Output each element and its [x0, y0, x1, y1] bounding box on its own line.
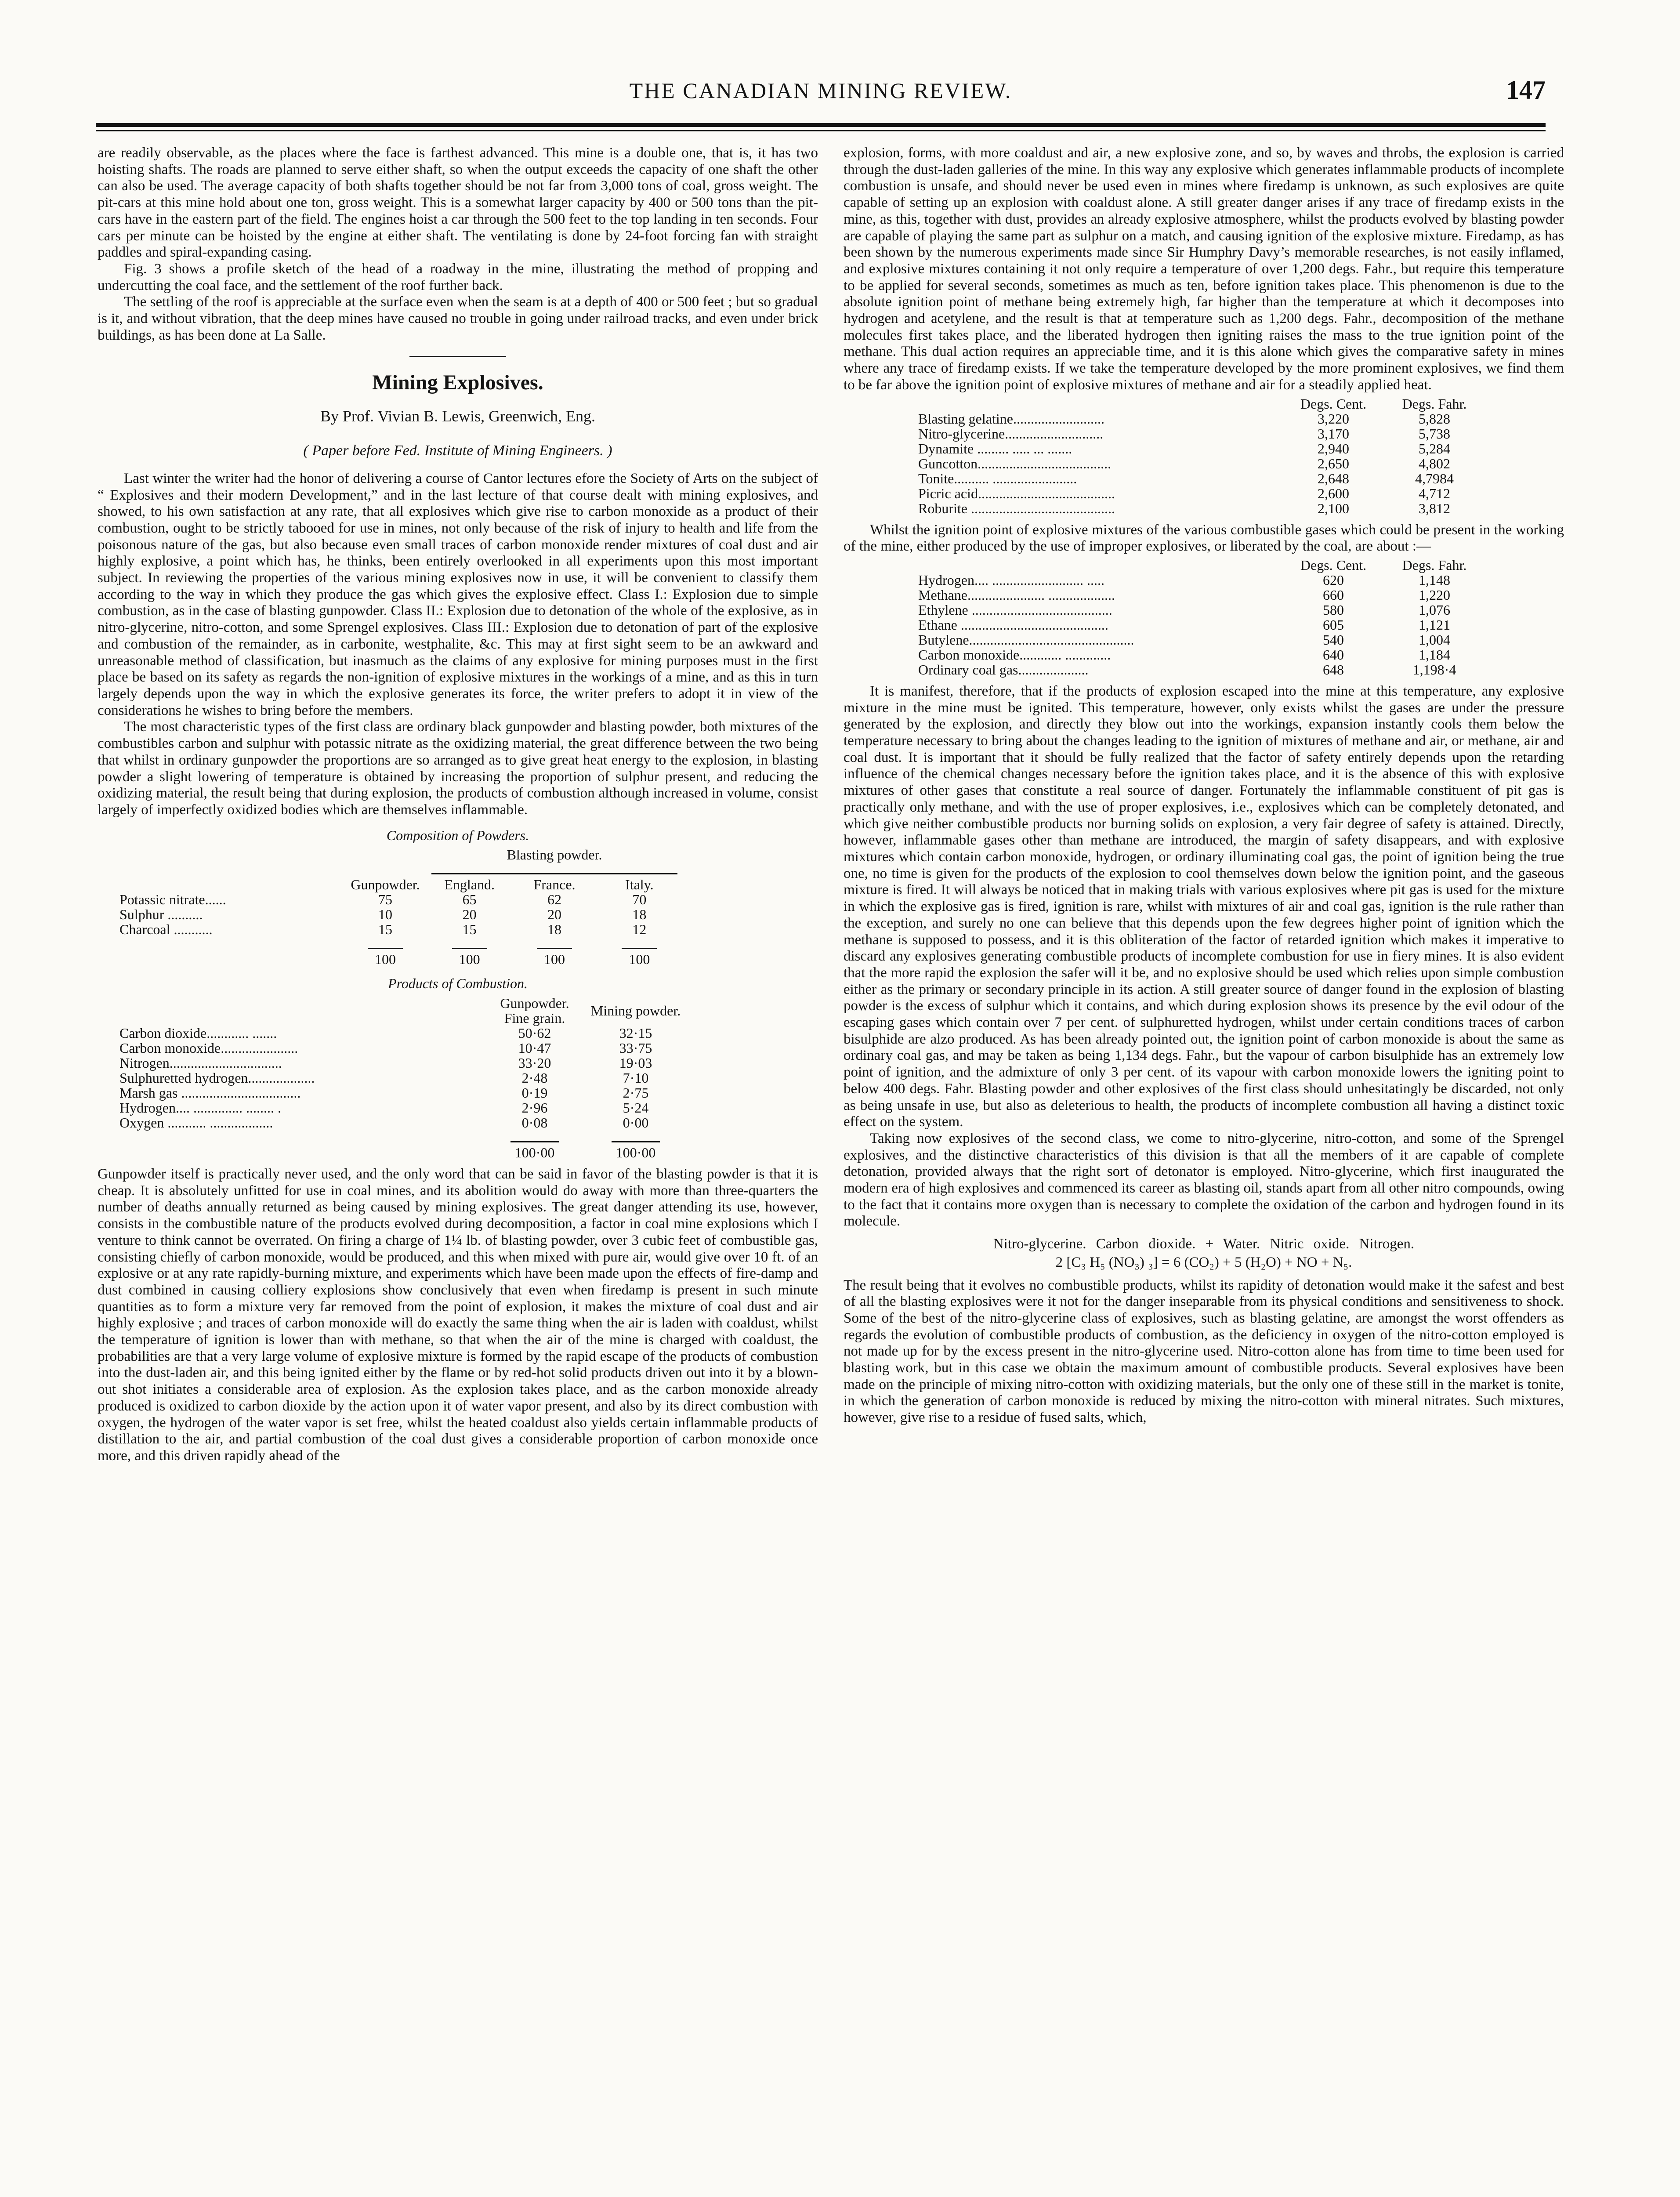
table-caption: Composition of Powders. — [386, 827, 529, 843]
paragraph: Taking now explosives of the second class, we come to nitro-glycerine, nitro-cotton, and some of the Sprengel explosives, and the distinctive characteristics of this division is that all the members of it are capable of complete detonation, provided always that the right sort of detonator is employed. Nitro-glycerine, which first inaugurated the modern era of high explosives and commenced its career as blasting oil, stands apart from all other nitro compounds, owing to the fact that it contains more oxygen than is necessary to complete the oxidation of the carbon and hydrogen found in its molecule. — [844, 1130, 1564, 1229]
table-row: Guncotton...................................... 2,650 4,802 — [918, 455, 1450, 471]
column-header: Gunpowder. Fine grain. — [500, 995, 569, 1026]
column-header: Degs. Cent. — [1300, 557, 1367, 573]
header-rule-thin — [96, 130, 1546, 131]
paragraph: The settling of the roof is appreciable at the surface even when the seam is at a depth of 400 or 500 feet ; but so gradual is it, and without vibration, that the deep mines have caused no trouble in going under railroad tracks, and even under brick buildings, as has been done at La Salle. — [98, 294, 818, 343]
table-row: Oxygen ........... .................. 0·08 0·00 — [119, 1115, 649, 1131]
powders-table — [115, 847, 682, 967]
header-rule — [96, 123, 1546, 127]
table-row: Ethane .......................................... 605 1,121 — [918, 616, 1450, 633]
column-header: Italy. — [625, 877, 654, 893]
table-row: Hydrogen.... .......................... ..... 620 1,148 — [918, 572, 1450, 588]
table-row: Butylene............................................... 540 1,004 — [918, 631, 1450, 648]
byline: By Prof. Vivian B. Lewis, Greenwich, Eng. — [320, 407, 596, 425]
temperature-table — [914, 396, 1485, 516]
table-total-row: 100·00 100·00 — [514, 1145, 656, 1161]
table-row: Carbon monoxide............ ............. 640 1,184 — [918, 646, 1450, 663]
column-header: England. — [444, 877, 495, 893]
table-row: Nitro-glycerine............................ 3,170 5,738 — [918, 425, 1450, 442]
left-column — [98, 145, 818, 1465]
paragraph: The most characteristic types of the first class are ordinary black gunpowder and blasting powder, both mixtures of the combustibles carbon and sulphur with potassic nitrate as the oxidizing material, the great difference between the two being that whilst in ordinary gunpowder the proportions are so arranged as to give great heat energy to the explosion, in blasting powder a slight lowering of temperature is obtained by increasing the proportion of sulphur present, and reducing the oxidizing material, the result being that during explosion, the products of combustion although increased in volume, consist largely of imperfectly oxidized bodies which are themselves inflammable. — [98, 719, 818, 818]
rule-row — [115, 937, 682, 952]
table-row: Picric acid....................................... 2,600 4,712 — [918, 485, 1450, 501]
table-row: Nitrogen................................ 33·20 19·03 — [119, 1055, 652, 1071]
paragraph: Fig. 3 shows a profile sketch of the head of a roadway in the mine, illustrating the method of propping and undercutting the coal face, and the settlement of the roof further back. — [98, 261, 818, 294]
paragraph: It is manifest, therefore, that if the products of explosion escaped into the mine at this temperature, any explosive mixture in the mine must be ignited. This temperature, however, only exists whilst the gases are under the pressure generated by the explosion, and directly they blow out into the workings, expansion instantly cools them below the temperature necessary to bring about the changes leading to the ignition of mixtures of methane and air, or methane, air and coal dust. It is important that it should be fully realized that the factor of safety entirely depends upon the retarding influence of the chemical changes necessary before the ignition takes place, and it is the absence of this with explosive mixtures of other gases that constitute a real source of danger. Fortunately the inflammable constituent of pit gas is practically only methane, and with the use of proper explosives, i.e., explosives which can be completely detonated, and which give neither combustible products nor burning solids on explosion, a very fair degree of safety is attained. Directly, however, inflammable gases other than methane are introduced, the margin of safety disappears, and with explosive mixtures which contain carbon monoxide, hydrogen, or ordinary illuminating coal gas, the point of ignition being the true one, no time is given for the products of the explosion to cool themselves down below the ignition point, and the gaseous mixture is fired. It will always be noticed that in making trials with various explosives where pit gas is used for the mixture in which the explosive gas is fired, ignition is rare, whilst with mixtures of air and coal gas, ignition is the rule rather than the exception, and surely no one can believe that this depends upon the few degrees higher point of ignition which the methane is supposed to possess, and it is this obliteration of the factor of retarded ignition which makes it imperative to discard any explosives generating combustible products of incomplete combustion for use in fiery mines. It is also evident that the more rapid the explosion the safer will it be, and no explosive should be used which relies upon simple combustion either as the primary or secondary principle in its action. A still greater source of danger found in the explosion of blasting powder is the excess of sulphur which it contains, and which during explosion shows its presence by the evil odour of the escaping gases which contain over 7 per cent. of sulphuretted hydrogen, whilst under certain conditions traces of carbon bisulphide are alzo produced. As has been already pointed out, the ignition point of carbon monoxide is about the same as ordinary coal gas, and may be taken as being 1,134 degs. Fahr., but the vapour of carbon bisulphide has an extremely low point of ignition, and the admixture of only 3 per cent. of its vapour with carbon monoxide lowers the igniting point to below 400 degs. Fahr. Blasting powder and other explosives of the first class should unhesitatingly be discarded, not only as being unsafe in use, but also as deleterious to health, the products of incomplete combustion all having a distinct toxic effect on the system. — [844, 683, 1564, 1130]
table-row: Carbon monoxide...................... 10·47 33·75 — [119, 1040, 652, 1056]
rule-row — [115, 1130, 686, 1145]
paragraph: Gunpowder itself is practically never used, and the only word that can be said in favor of the blasting powder is that it is cheap. It is absolutely unfitted for use in coal mines, and its abolition would do away with more than three-quarters the number of deaths annually returned as being caused by mining explosives. The great danger attending its use, however, consists in the combustible nature of the products evolved during decomposition, a factor in coal mine explosions which I venture to think cannot be overrated. On firing a charge of 1¼ lb. of blasting powder, over 3 cubic feet of combustible gas, consisting chiefly of carbon monoxide, would be produced, and this when mixed with pure air, would give over 10 ft. of an explosive or at any rate rapidly-burning mixture, and experiments which have been made upon the effects of fire-damp and dust combined in causing colliery explosions show conclusively that even when firedamp is present in such minute quantities as to form a mixture very far removed from the point of explosion, it makes the mixture of coal dust and air highly explosive ; and traces of carbon monoxide will do exactly the same thing when the air is laden with coaldust, whilst the temperature of ignition is lower than with methane, so that when the air of the mine is charged with coaldust, the probabilities are that a very large volume of explosive mixture is formed by the rapid escape of the products of combustion into the dust-laden air, and this being ignited either by the flame or by red-hot solid products driven out into it by a blown-out shot initiates a considerable area of explosion. As the explosion takes place, and as the carbon monoxide already produced is oxidized to carbon dioxide by the action upon it of water vapor present, and also by its direct combustion with oxygen, the hydrogen of the water vapor is set free, whilst the heated coaldust also yields certain inflammable products of distillation to the air, and partial combustion of the coal dust gives a considerable proportion of carbon monoxide once more, and this driven rapidly ahead of the — [98, 1166, 818, 1464]
combustion-table — [115, 996, 686, 1160]
ignition-table — [914, 558, 1485, 677]
journal-title: THE CANADIAN MINING REVIEW. — [629, 78, 1012, 103]
blasting-powder-header: Blasting powder. — [507, 847, 602, 863]
table-row: Hydrogen.... .............. ........ . 2·96 5·24 — [119, 1100, 649, 1116]
table-row: Tonite.......... ........................ 2,648 4,7984 — [918, 470, 1454, 486]
paragraph: Whilst the ignition point of explosive mixtures of the various combustible gases which could be present in the working of the mine, either produced by the use of improper explosives, or liberated by the coal, are about :— — [844, 522, 1564, 555]
table-row: Sulphur .......... 10 20 20 18 — [119, 906, 647, 923]
paper-note: ( Paper before Fed. Institute of Mining Engineers. ) — [303, 442, 612, 459]
column-header: Mining powder. — [590, 1003, 681, 1019]
table-row: Blasting gelatine.......................... 3,220 5,828 — [918, 410, 1450, 427]
paragraph: Last winter the writer had the honor of delivering a course of Cantor lectures efore the Society of Arts on the subject of “ Explosives and their modern Development,” and in the last lecture of that course dealt with mining explosives, and showed, to his own satisfaction at any rate, that all explosives which give rise to carbon monoxide as a product of their combustion, ought to be strictly tabooed for use in mines, not only because of the risk of injury to health and life from the poisonous nature of the gas, but also because even small traces of carbon monoxide render mixtures of coal dust and air highly explosive, a point which has, he thinks, been entirely overlooked in all experiments upon this most important subject. In reviewing the properties of the various mining explosives now in use, it will be convenient to classify them according to the way in which they produce the gas which gives the explosive effect. Class I.: Explosion due to simple combustion, as in the case of blasting gunpowder. Class II.: Explosion due to detonation of the whole of the explosive, as in nitro-glycerine, nitro-cotton, and some Sprengel explosives. Class III.: Explosion due to detonation of part of the explosive and combustion of the remainder, as in carbonite, westphalite, &c. This may at first sight seem to be an awkward and unreasonable method of classification, but inasmuch as the claims of any explosive for mining purposes must in the first place be based on its safety as regards the non-ignition of explosive mixtures in the workings of a mine, and as this in turn largely depends upon the way in which the explosive generates its force, the writer prefers to adopt it in view of the considerations he wishes to bring before the members. — [98, 470, 818, 718]
right-column — [844, 145, 1564, 1426]
table-row: Dynamite ......... ..... ... ....... 2,940 5,284 — [918, 440, 1450, 457]
table-row: Charcoal ........... 15 15 18 12 — [119, 921, 647, 938]
article-title: Mining Explosives. — [372, 371, 543, 395]
paragraph: are readily observable, as the places where the face is farthest advanced. This mine is a double one, that is, it has two hoisting shafts. The roads are planned to serve either shaft, so when the output exceeds the capacity of one shaft the other can also be used. The average capacity of both shafts together should be not far from 3,000 tons of coal, gross weight. The pit-cars at this mine hold about one ton, gross weight. This is a somewhat larger capacity by 400 or 500 tons than the pit-cars have in the eastern part of the field. The engines hoist a car through the 500 feet to the top landing in ten seconds. Four cars per minute can be hoisted by the engine at either shaft. The ventilating is done by 24-foot forcing fan with straight paddles and spiral-expanding casing. — [98, 145, 818, 261]
column-header: France. — [533, 877, 576, 893]
table-total-row: 100 100 100 100 — [375, 951, 650, 968]
table-row: Methane...................... ................... 660 1,220 — [918, 587, 1450, 603]
table-row: Potassic nitrate...... 75 65 62 70 — [119, 892, 647, 908]
page-header — [96, 73, 1546, 121]
table-row: Ethylene ........................................ 580 1,076 — [918, 602, 1450, 618]
table-row: Roburite ......................................... 2,100 3,812 — [918, 500, 1450, 516]
column-header: Degs. Fahr. — [1402, 557, 1467, 573]
table-row: Sulphuretted hydrogen................... 2·48 7·10 — [119, 1070, 649, 1086]
section-divider — [409, 356, 506, 357]
table-row: Carbon dioxide............ ....... 50·62 32·15 — [119, 1025, 652, 1041]
equation-labels: Nitro-glycerine. Carbon dioxide. + Water. Nitric oxide. Nitrogen. — [993, 1236, 1415, 1252]
group-bracket — [431, 873, 677, 874]
table-row: Marsh gas .................................. 0·19 2·75 — [119, 1085, 649, 1101]
table-row: Ordinary coal gas.................... 648 1,198·4 — [918, 661, 1456, 678]
table-caption: Products of Combustion. — [388, 975, 528, 992]
column-header: Gunpowder. — [351, 877, 420, 893]
paragraph: explosion, forms, with more coaldust and air, a new explosive zone, and so, by waves and throbs, the explosion is carried through the dust-laden galleries of the mine. In this way any explosive which generates inflammable products of incomplete combustion is unsafe, and should never be used even in mines where firedamp is unknown, as such explosives are quite capable of setting up an explosion with coaldust alone. A still greater danger arises if any trace of firedamp exists in the mine, as this, together with dust, provides an already explosive atmosphere, whilst the products evolved by blasting powder are capable of playing the same part as sulphur on a match, and causing ignition of the explosive mixture. Firedamp, as has been shown by the numerous experiments made since Sir Humphry Davy’s memorable researches, is not easily inflamed, and explosive mixtures containing it not only require a temperature of over 1,200 degs. Fahr., but require this temperature to be applied for several seconds, sometimes as much as ten, before ignition takes place. This phenomenon is due to the absolute ignition point of methane being extremely high, far higher than the temperature at which it decomposes into hydrogen and acetylene, and the result is that at temperature such as 1,200 degs. Fahr., decomposition of the methane molecules first takes place, and the liberated hydrogen then igniting raises the mass to the true ignition point of the methane. This dual action requires an appreciable time, and it is this alone which gives the comparative safety in mines where any trace of firedamp exists. If we take the temperature developed by the more prominent explosives, we find them to be far above the ignition point of explosive mixtures of methane and air for a steadily applied heat. — [844, 145, 1564, 393]
column-header: Degs. Cent. — [1300, 395, 1367, 412]
chemical-equation — [844, 1236, 1564, 1271]
paragraph: The result being that it evolves no combustible products, whilst its rapidity of detonation would make it the safest and best of all the blasting explosives were it not for the danger inseparable from its physical conditions and sensitiveness to shock. Some of the best of the nitro-glycerine class of explosives, such as blasting gelatine, are amongst the worst offenders as regards the evolution of combustible products of combustion, as the deficiency in oxygen of the nitro-cotton employed is not made up for by the excess present in the nitro-glycerine used. Nitro-cotton alone has from time to time been used for blasting work, but in this case we obtain the maximum amount of combustible products. Several explosives have been made on the principle of mixing nitro-cotton with oxidizing materials, but the only one of these still in the market is tonite, in which the generation of carbon monoxide is reduced by mixing the nitro-cotton with mineral nitrates. Such mixtures, however, give rise to a residue of fused salts, which, — [844, 1277, 1564, 1426]
page-number: 147 — [1506, 76, 1546, 105]
equation-formula: 2 [C₃ H₅ (NO₃) ₃] = 6 (CO₂) + 5 (H₂O) + NO + N₅. — [1055, 1254, 1352, 1270]
column-header: Degs. Fahr. — [1402, 395, 1467, 412]
